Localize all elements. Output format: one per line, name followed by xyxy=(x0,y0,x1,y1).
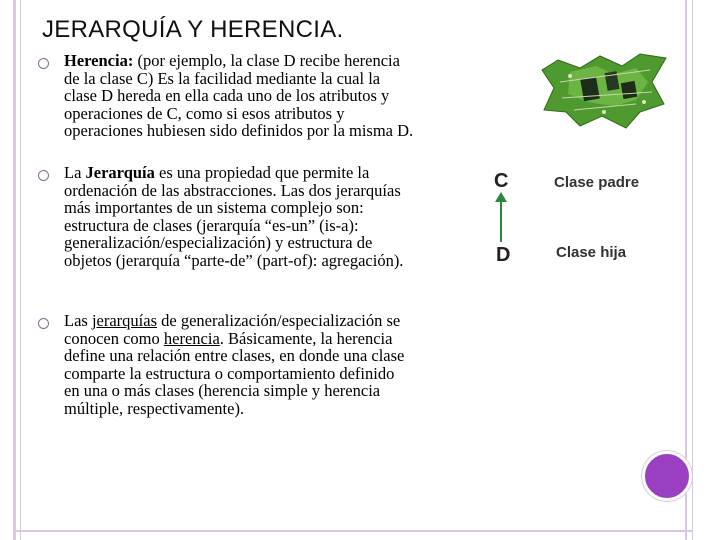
bullet-paragraph-herencia xyxy=(64,52,413,140)
paragraph-line: ordenación de las abstracciones. Las dos jerarquías xyxy=(64,180,401,200)
circuit-board-image xyxy=(540,52,668,130)
paragraph-line: estructura de clases (jerarquía “es-un” (is-a): xyxy=(64,215,359,235)
line-text: . Básicamente, la herencia xyxy=(219,328,393,348)
frame-line-bottom xyxy=(13,530,693,532)
paragraph-line: generalización/especialización) y estructura de xyxy=(64,233,373,252)
underlined-term: herencia xyxy=(163,328,220,348)
paragraph-line xyxy=(64,330,404,348)
line-text: conocen como xyxy=(64,328,164,348)
bullet-paragraph-jerarquia xyxy=(64,164,403,269)
bullet-paragraph-generalizacion xyxy=(64,312,404,417)
bold-term: Jerarquía xyxy=(85,163,155,182)
slide-title: JERARQUÍA Y HERENCIA. xyxy=(42,16,344,43)
bullet-icon xyxy=(38,58,49,69)
parent-class-label: Clase padre xyxy=(554,174,640,191)
paragraph-line: define una relación entre clases, en donde una clase xyxy=(64,346,405,365)
underlined-term: jerarquías xyxy=(91,311,158,330)
paragraph-line: objetos (jerarquía “parte-de” (part-of): agregación). xyxy=(64,250,404,270)
child-class-letter: D xyxy=(496,244,511,266)
paragraph-line xyxy=(64,52,413,70)
paragraph-line xyxy=(64,164,403,182)
child-class-label: Clase hija xyxy=(556,244,627,261)
paragraph-line: operaciones de C, como si esos atributos y xyxy=(64,103,345,123)
paragraph-line: comparte la estructura o comportamiento definido xyxy=(64,363,395,383)
paragraph-line: operaciones hubiesen sido definidos por la misma D. xyxy=(64,121,414,140)
frame-line-right-inner xyxy=(692,0,693,540)
up-arrow-icon xyxy=(494,192,508,242)
line-text: La xyxy=(64,163,86,182)
bullet-icon xyxy=(38,170,49,181)
frame-line-left-inner xyxy=(20,0,21,540)
paragraph-line: múltiple, respectivamente). xyxy=(64,398,245,418)
paragraph-line xyxy=(64,312,404,330)
paragraph-line: clase D hereda en ella cada uno de los atributos y xyxy=(64,86,390,105)
paragraph-line: de la clase C) Es la facilidad mediante la cual la xyxy=(64,68,381,88)
bold-term: Herencia: xyxy=(64,51,134,70)
paragraph-line: en una o más clases (herencia simple y herencia xyxy=(64,381,381,400)
bullet-icon xyxy=(38,318,49,329)
paragraph-line: más importantes de un sistema complejo son: xyxy=(64,198,364,217)
decorative-circle xyxy=(642,451,692,501)
line-text: Las xyxy=(64,311,92,330)
parent-class-letter: C xyxy=(494,170,509,192)
line-text: de generalización/especialización se xyxy=(157,311,401,330)
line-text: (por ejemplo, la clase D recibe herencia xyxy=(133,51,400,70)
line-text: es una propiedad que permite la xyxy=(154,163,370,182)
frame-line-left-outer xyxy=(13,0,16,540)
